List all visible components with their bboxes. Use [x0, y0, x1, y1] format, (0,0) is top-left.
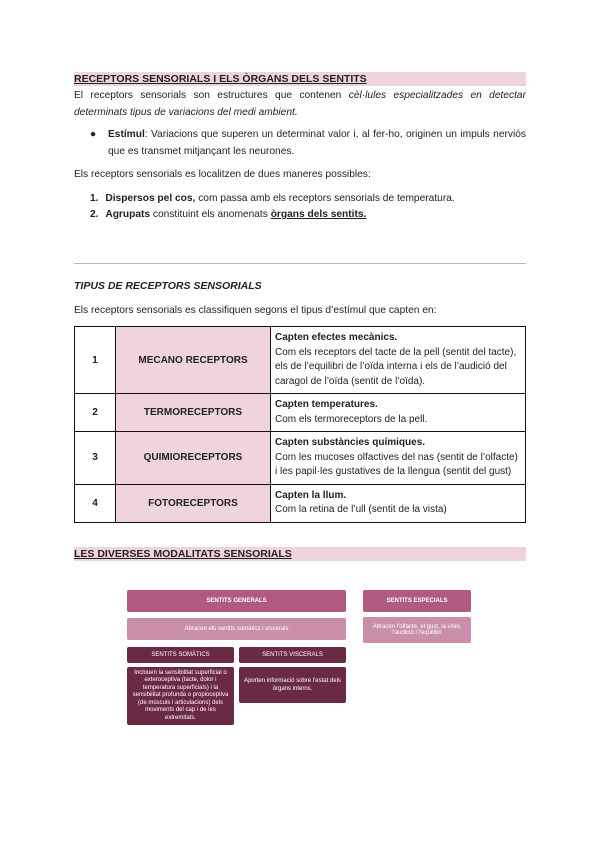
row-number: 1: [75, 327, 116, 394]
receptor-desc: [271, 484, 526, 522]
modalities-title-text: LES DIVERSES MODALITATS SENSORIALS: [74, 548, 292, 560]
receptor-name: FOTORECEPTORS: [116, 484, 271, 522]
table-row: [75, 484, 526, 522]
location-list-item-2: [90, 206, 526, 223]
stimulus-term: Estímul: [108, 129, 145, 140]
intro-italic-text: cèl·lules especialitzades en detectar determinats tipus de variacions del medi ambient.: [74, 90, 526, 118]
organs-link: òrgans dels sentits.: [270, 209, 367, 220]
general-senses-desc: Abracen els sentits somàtics i viscerals: [127, 618, 346, 640]
location-list-item-1: [90, 190, 526, 207]
row-number: 2: [75, 394, 116, 432]
types-intro-text: Els receptors sensorials es classifiquen segons el tipus d’estímul que capten en:: [74, 305, 437, 316]
desc-text: Com els termoreceptors de la pell.: [275, 413, 428, 425]
intro-paragraph: [74, 87, 526, 121]
bullet-icon: ●: [90, 129, 97, 140]
table-row: [75, 432, 526, 485]
visceral-senses-box: SENTITS VISCERALS: [239, 647, 346, 663]
section-title-text: RECEPTORS SENSORIALS I ELS ÒRGANS DELS SENTITS: [74, 73, 367, 85]
desc-text: Com les mucoses olfactives del nas (sentit de l’olfacte) i les papil·les gustatives de la llengua (sentit del gust): [275, 451, 518, 477]
receptor-desc: [271, 394, 526, 432]
receptor-name: QUIMIORECEPTORS: [116, 432, 271, 485]
row-number: 3: [75, 432, 116, 485]
general-senses-box: SENTITS GENERALS: [127, 590, 346, 612]
desc-head: Capten substàncies químiques.: [275, 437, 426, 448]
table-row: [75, 394, 526, 432]
desc-head: Capten temperatures.: [275, 399, 378, 410]
visceral-senses-desc: Aporten informació sobre l'estat dels òrgans interns.: [239, 667, 346, 703]
list-term: Dispersos pel cos,: [105, 193, 196, 204]
somatic-senses-box: SENTITS SOMÀTICS: [127, 647, 234, 663]
row-number: 4: [75, 484, 116, 522]
receptor-name: TERMORECEPTORS: [116, 394, 271, 432]
desc-text: Com els receptors del tacte de la pell (sentit del tacte), els de l’equilibri de l’oïda interna i els de l’audició del caragol de l’oïda (sentit de l’oïda).: [275, 346, 517, 387]
receptor-table: [74, 326, 526, 523]
list-number: 2.: [90, 209, 99, 220]
location-intro-text: Els receptors sensorials es localitzen de dues maneres possibles:: [74, 169, 371, 180]
desc-text: Com la retina de l’ull (sentit de la vista): [275, 504, 447, 515]
section-title-modalities: [74, 547, 526, 561]
section-title-types: [74, 280, 262, 292]
stimulus-bullet: [90, 126, 526, 160]
receptor-desc: [271, 432, 526, 485]
special-senses-desc: Abracen l'olfacte, el gust, la visió, l'audició i l'equilibri: [363, 617, 471, 643]
receptor-name: MECANO RECEPTORS: [116, 327, 271, 394]
list-term: Agrupats: [105, 209, 151, 220]
list-text: constituint els anomenats: [150, 209, 271, 220]
intro-text: El receptors sensorials son estructures que contenen: [74, 90, 349, 101]
desc-head: Capten efectes mecànics.: [275, 332, 398, 343]
list-text: com passa amb els receptors sensorials de temperatura.: [195, 193, 455, 204]
divider: [74, 263, 526, 264]
section-title-receptors: [74, 72, 526, 86]
types-intro: [74, 302, 526, 319]
table-row: [75, 327, 526, 394]
desc-head: Capten la llum.: [275, 489, 347, 501]
special-senses-box: SENTITS ESPECIALS: [363, 590, 471, 612]
somatic-senses-desc: Inclouen la sensibilitat superficial o exteroceptiva (tacte, dolor i temperatura superficials) i la sensibilitat profunda o propioceptiva (de músculs i articulacions) dels moviments del cap i de les extremitats.: [127, 667, 234, 725]
stimulus-text: : Variacions que superen un determinat valor i, al fer-ho, originen un impuls nerviós que es transmet mitjançant les neurones.: [108, 129, 526, 157]
location-intro: [74, 166, 526, 183]
receptor-desc: [271, 327, 526, 394]
types-title-text: TIPUS DE RECEPTORS SENSORIALS: [74, 280, 262, 292]
list-number: 1.: [90, 193, 99, 204]
